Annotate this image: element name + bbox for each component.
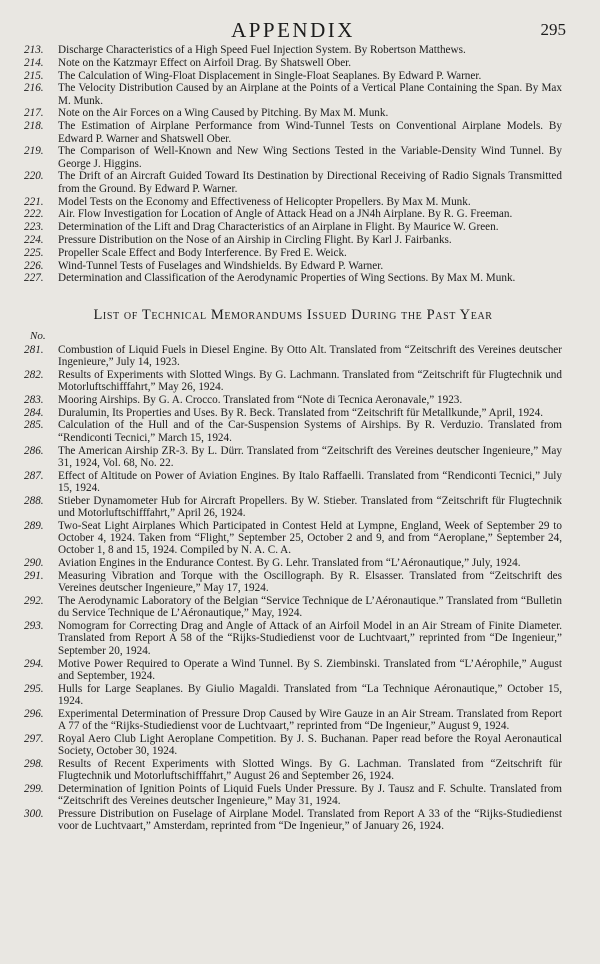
item-text: Propeller Scale Effect and Body Interference. By Fred E. Weick. — [58, 246, 347, 259]
item-text: Model Tests on the Economy and Effectiveness of Helicopter Propellers. By Max M. Munk. — [58, 195, 471, 208]
list-item — [24, 120, 562, 145]
item-number: 214. — [24, 56, 44, 69]
item-text: Royal Aero Club Light Aeroplane Competition. By J. S. Buchanan. Paper read before the Royal Aeronautical Society, October 30, 1924. — [58, 732, 562, 758]
item-number: 290. — [24, 557, 44, 570]
item-text: Mooring Airships. By G. A. Crocco. Translated from “Note di Tecnica Aeronavale,” 1923. — [58, 393, 463, 406]
item-text: Calculation of the Hull and of the Car-Suspension Systems of Airships. By R. Verduzio. Translated from “Rendiconti Tecnici,” March 15, 1924. — [58, 419, 562, 444]
item-number: 292. — [24, 595, 44, 608]
list-item — [24, 145, 562, 170]
list-item — [24, 683, 562, 708]
list-item — [24, 808, 562, 833]
section-title: List of Technical Memorandums Issued During the Past Year — [93, 306, 493, 323]
list-item — [24, 658, 562, 683]
list-item — [24, 570, 562, 595]
list-item — [24, 470, 562, 495]
item-number: 281. — [24, 343, 44, 356]
item-number: 217. — [24, 107, 44, 120]
item-text: Stieber Dynamometer Hub for Aircraft Propellers. By W. Stieber. Translated from “Zeitschrift für Flugtechnik und Motorluftschifffahrt,” April 26, 1924. — [58, 494, 562, 519]
item-number: 298. — [24, 757, 44, 770]
list-item — [24, 234, 562, 246]
item-number: 284. — [24, 406, 44, 419]
list-item — [24, 170, 562, 195]
list-item — [24, 57, 562, 69]
item-number: 289. — [24, 519, 44, 532]
list-item — [24, 221, 562, 233]
item-text: Determination of the Lift and Drag Characteristics of an Airplane in Flight. By Maurice W. Green. — [58, 221, 499, 234]
item-number: 216. — [24, 82, 44, 95]
list-item — [24, 70, 562, 82]
list-item — [24, 82, 562, 107]
running-head: APPENDIX — [231, 18, 355, 42]
item-text: The Calculation of Wing-Float Displacement in Single-Float Seaplanes. By Edward P. Warner. — [58, 69, 482, 82]
page-number: 295 — [540, 20, 566, 39]
item-text: Combustion of Liquid Fuels in Diesel Engine. By Otto Alt. Translated from “Zeitschrift des Vereines deutscher Ingenieure,” July 14, 1923. — [58, 343, 562, 368]
item-number: 300. — [24, 808, 44, 821]
list-item — [24, 620, 562, 657]
item-number: 218. — [24, 120, 44, 133]
number-column-label: No. — [30, 329, 46, 342]
item-number: 295. — [24, 682, 44, 695]
list-item — [24, 495, 562, 520]
list-item — [24, 344, 562, 369]
item-number: 293. — [24, 620, 44, 633]
list-item — [24, 260, 562, 272]
item-text: Results of Recent Experiments with Slotted Wings. By G. Lachman. Translated from “Zeitschrift für Flugtechnik und Motorluftschifffahrt,” August 26 and September 26, 1924. — [58, 757, 562, 783]
list-item — [24, 520, 562, 557]
item-text: The Velocity Distribution Caused by an Airplane at the Points of a Vertical Plane Containing the Span. By Max M. Munk. — [58, 82, 562, 107]
item-text: Determination of Ignition Points of Liquid Fuels Under Pressure. By J. Tausz and F. Schulte. Translated from “Zeitschrift des Vereines deutscher Ingenieure,” May 31, 1924. — [58, 783, 562, 808]
item-text: Note on the Katzmayr Effect on Airfoil Drag. By Shatswell Ober. — [58, 56, 352, 69]
list-item — [24, 44, 562, 56]
item-number: 224. — [24, 233, 44, 246]
item-text: Motive Power Required to Operate a Wind Tunnel. By S. Ziembinski. Translated from “L’Aérophile,” August and September, 1924. — [58, 657, 562, 682]
item-number: 287. — [24, 469, 44, 482]
item-number: 297. — [24, 732, 44, 745]
item-text: The Drift of an Aircraft Guided Toward Its Destination by Directional Receiving of Radio Signals Transmitted from the Ground. By Edward P. Warner. — [58, 170, 562, 195]
item-text: The Aerodynamic Laboratory of the Belgian “Service Technique de L’Aéronautique.” Translated from “Bulletin du Service Technique de L’Aéronautique,” May, 1924. — [58, 595, 562, 620]
item-text: The Estimation of Airplane Performance from Wind-Tunnel Tests on Conventional Airplane Models. By Edward P. Warner and Shatswell Ober. — [58, 120, 562, 145]
memoranda-list — [24, 344, 562, 833]
item-text: Duralumin, Its Properties and Uses. By R. Beck. Translated from “Zeitschrift für Metallkunde,” April, 1924. — [58, 406, 544, 419]
list-item — [24, 407, 562, 419]
item-text: Discharge Characteristics of a High Speed Fuel Injection System. By Robertson Matthews. — [58, 44, 466, 56]
item-text: Pressure Distribution on Fuselage of Airplane Model. Translated from Report A 33 of the “Rijks-Studiedienst voor de Luchtvaart,” Amsterdam, reprinted from “De Ingenieur,” of January 26, 1924. — [58, 808, 562, 833]
item-number: 286. — [24, 444, 44, 457]
item-text: Air. Flow Investigation for Location of Angle of Attack Head on a JN4h Airplane. By R. G. Freeman. — [58, 208, 513, 221]
item-number: 296. — [24, 707, 44, 720]
item-text: Results of Experiments with Slotted Wings. By G. Lachmann. Translated from “Zeitschrift für Flugtechnik und Motorluftschifffahrt,” May 26, 1924. — [58, 368, 562, 394]
item-text: Hulls for Large Seaplanes. By Giulio Magaldi. Translated from “La Technique Aéronautique,” October 15, 1924. — [58, 682, 562, 707]
item-number: 288. — [24, 494, 44, 507]
item-text: Nomogram for Correcting Drag and Angle of Attack of an Airfoil Model in an Air Stream of Finite Diameter. Translated from Report A 58 of the “Rijks-Studiedienst voor de Luchtvaart,” reprinted from “De Ingenieur,” September 20, 1924. — [58, 620, 562, 657]
item-number: 282. — [24, 368, 44, 381]
list-item — [24, 272, 562, 284]
item-number: 294. — [24, 657, 44, 670]
list-item — [24, 445, 562, 470]
item-number: 283. — [24, 393, 44, 406]
list-item — [24, 557, 562, 569]
list-item — [24, 247, 562, 259]
item-text: Two-Seat Light Airplanes Which Participated in Contest Held at Lympne, England, Week of September 29 to October 4, 1924. Taken from “Flight,” September 25, October 2 and 9, and from “Aeroplane,” September 24, October 1, 8 and 15, 1924. Compiled by N. A. C. A. — [58, 519, 562, 557]
reports-list — [24, 44, 562, 285]
item-number: 220. — [24, 170, 44, 183]
list-item — [24, 758, 562, 783]
item-text: Determination and Classification of the Aerodynamic Properties of Wing Sections. By Max M. Munk. — [58, 272, 516, 285]
item-text: Experimental Determination of Pressure Drop Caused by Wire Gauze in an Air Stream. Translated from Report A 77 of the “Rijks-Studiedienst voor de Luchtvaart,” reprinted from “De Ingenieur,” August 9, 1924. — [58, 707, 562, 733]
item-number: 215. — [24, 69, 44, 82]
item-number: 223. — [24, 221, 44, 234]
item-text: Measuring Vibration and Torque with the Oscillograph. By R. Elsasser. Translated from “Zeitschrift des Vereines deutscher Ingenieure,” May 17, 1924. — [58, 569, 562, 595]
item-number: 291. — [24, 569, 44, 582]
item-number: 285. — [24, 419, 44, 432]
item-number: 227. — [24, 272, 44, 285]
list-item — [24, 419, 562, 444]
item-text: Wind-Tunnel Tests of Fuselages and Windshields. By Edward P. Warner. — [58, 259, 384, 272]
list-item — [24, 733, 562, 758]
list-item — [24, 783, 562, 808]
item-number: 221. — [24, 195, 44, 208]
page-header — [24, 10, 566, 44]
list-item — [24, 107, 562, 119]
item-text: The Comparison of Well-Known and New Wing Sections Tested in the Variable-Density Wind Tunnel. By George J. Higgins. — [58, 145, 562, 170]
item-number: 222. — [24, 208, 44, 221]
item-number: 225. — [24, 246, 44, 259]
item-number: 299. — [24, 783, 44, 796]
list-item — [24, 369, 562, 394]
item-text: Pressure Distribution on the Nose of an Airship in Circling Flight. By Karl J. Fairbanks. — [58, 233, 452, 246]
item-text: The American Airship ZR-3. By L. Dürr. Translated from “Zeitschrift des Vereines deutscher Ingenieure,” May 31, 1924, Vol. 68, No. 22. — [58, 444, 562, 469]
item-number: 219. — [24, 145, 44, 158]
item-text: Aviation Engines in the Endurance Contest. By G. Lehr. Translated from “L’Aéronautique,” July, 1924. — [58, 557, 521, 570]
item-number: 213. — [24, 44, 44, 56]
list-item — [24, 394, 562, 406]
list-item — [24, 708, 562, 733]
list-item — [24, 196, 562, 208]
list-item — [24, 208, 562, 220]
item-text: Note on the Air Forces on a Wing Caused by Pitching. By Max M. Munk. — [58, 107, 389, 120]
list-item — [24, 595, 562, 620]
item-number: 226. — [24, 259, 44, 272]
item-text: Effect of Altitude on Power of Aviation Engines. By Italo Raffaelli. Translated from “Rendiconti Tecnici,” July 15, 1924. — [58, 469, 562, 494]
